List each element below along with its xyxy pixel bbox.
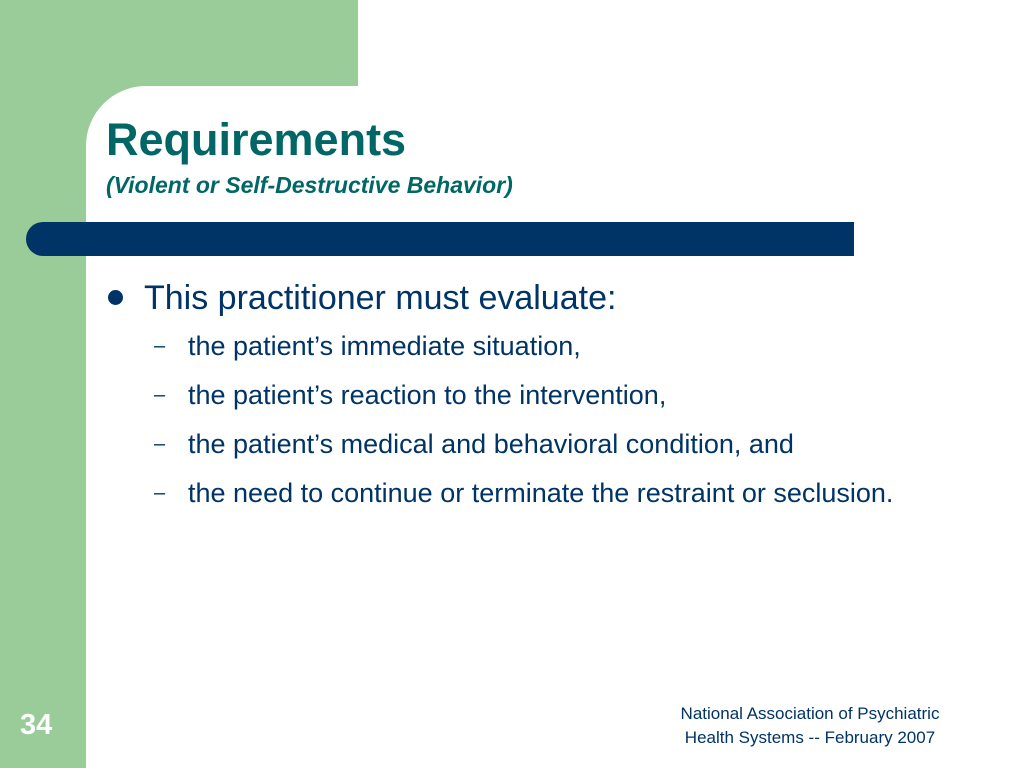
bullet-text: This practitioner must evaluate: (144, 279, 617, 317)
dash-icon: – (154, 384, 166, 406)
sub-bullet-item (106, 424, 936, 464)
dash-icon: – (154, 433, 166, 455)
title-divider-bar (26, 222, 854, 256)
sub-bullet-item (106, 326, 936, 366)
slide-content (106, 276, 936, 522)
left-decor-band (0, 0, 86, 768)
slide-subtitle: (Violent or Self-Destructive Behavior) (106, 172, 513, 198)
sub-bullet-text: the patient’s medical and behavioral condition, and (188, 429, 794, 459)
sub-bullet-item (106, 473, 936, 513)
footer-line-1: National Association of Psychiatric (680, 704, 940, 723)
slide-title: Requirements (106, 114, 407, 165)
footer-line-2: Health Systems -- February 2007 (684, 728, 936, 747)
footer-text (640, 702, 980, 750)
sub-bullet-text: the patient’s immediate situation, (188, 331, 581, 361)
top-decor-band (0, 0, 358, 86)
sub-bullet-text: the patient’s reaction to the intervention, (188, 380, 667, 410)
sub-bullet-item (106, 375, 936, 415)
bullet-item (106, 276, 936, 320)
sub-bullet-list (106, 326, 936, 513)
dash-icon: – (154, 335, 166, 357)
dash-icon: – (154, 482, 166, 504)
bullet-dot-icon (108, 290, 123, 305)
sub-bullet-text: the need to continue or terminate the restraint or seclusion. (188, 478, 894, 508)
page-number: 34 (20, 709, 53, 741)
